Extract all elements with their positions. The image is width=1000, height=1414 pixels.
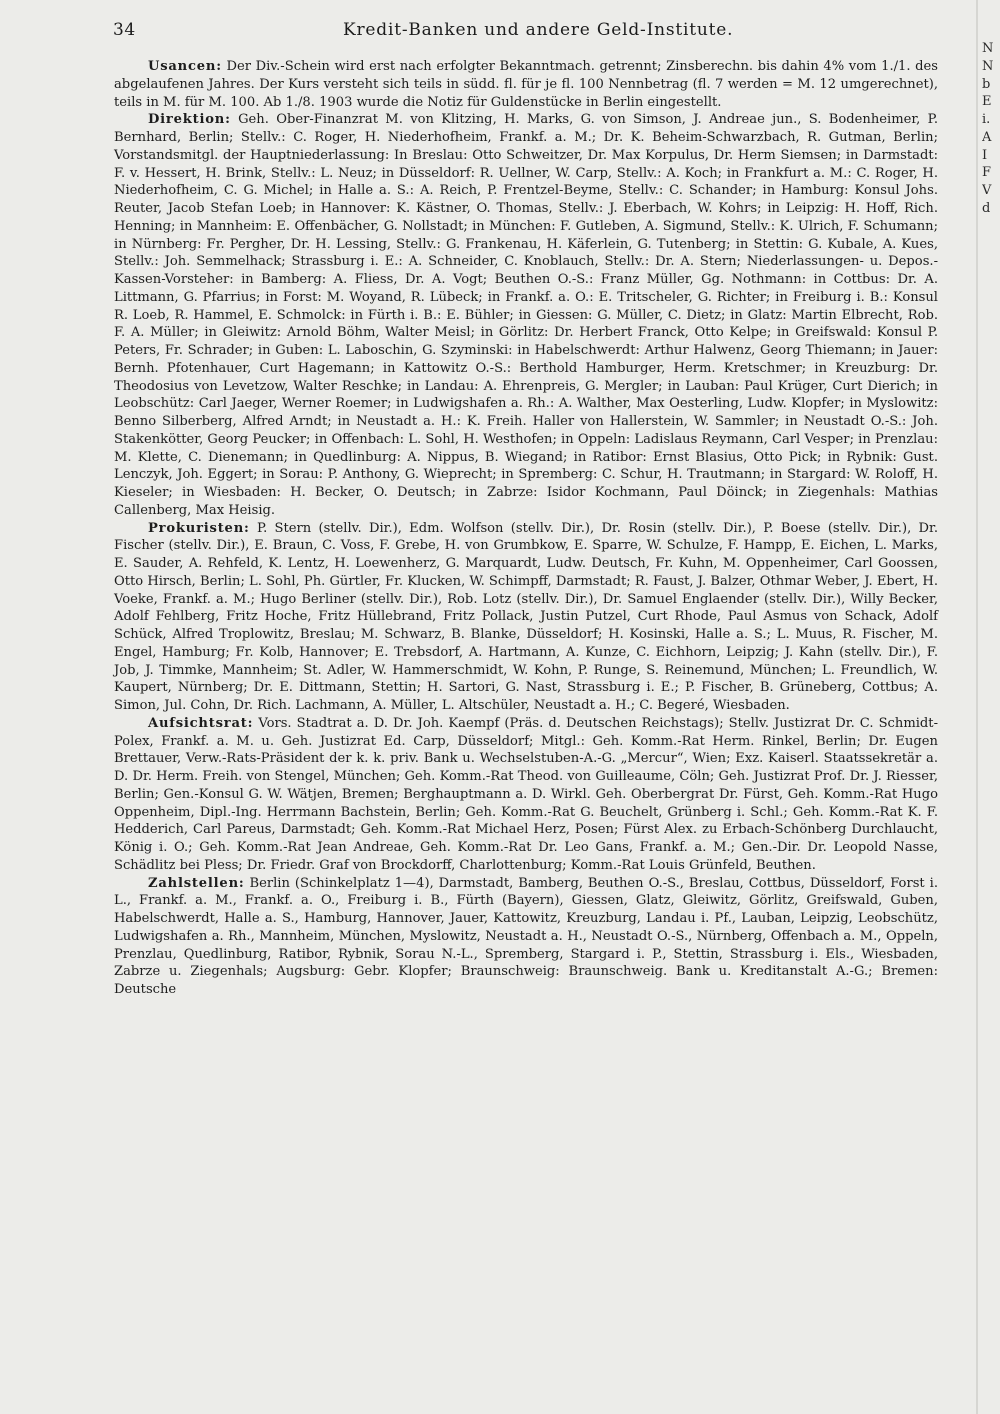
- section-label: Prokuristen:: [148, 520, 250, 536]
- section-zahlstellen: [114, 875, 938, 999]
- section-text: P. Stern (stellv. Dir.), Edm. Wolfson (stellv. Dir.), Dr. Rosin (stellv. Dir.), P. Boese (stellv. Dir.), Dr. Fischer (stellv. Dir.), E. Braun, C. Voss, F. Grebe, H. von Grumbkow, E. Sparre, W. Schulze, F. Hampp, E. Eichen, L. Marks, E. Sauder, A. Rehfeld, K. Lentz, H. Loewenherz, G. Marquardt, Ludw. Deutsch, Fr. Kuhn, M. Oppenheimer, Carl Goossen, Otto Hirsch, Berlin; L. Sohl, Ph. Gürtler, Fr. Klucken, W. Schimpff, Darmstadt; R. Faust, J. Balzer, Othmar Weber, J. Ebert, H. Voeke, Frankf. a. M.; Hugo Berliner (stellv. Dir.), Rob. Lotz (stellv. Dir.), Dr. Samuel Englaender (stellv. Dir.), Willy Becker, Adolf Fehlberg, Fritz Hoche, Fritz Hüllebrand, Fritz Pollack, Justin Putzel, Curt Rhode, Paul Asmus von Schack, Adolf Schück, Alfred Troplowitz, Breslau; M. Schwarz, B. Blanke, Düsseldorf; H. Kosinski, Halle a. S.; L. Muus, R. Fischer, M. Engel, Hamburg; Fr. Kolb, Hannover; E. Trebsdorf, A. Hartmann, A. Kunze, C. Eichhorn, Leipzig; J. Kahn (stellv. Dir.), F. Job, J. Timmke, Mannheim; St. Adler, W. Hammerschmidt, W. Kohn, P. Runge, S. Reinemund, München; L. Freundlich, W. Kaupert, Nürnberg; Dr. E. Dittmann, Stettin; H. Sartori, G. Nast, Strassburg i. E.; P. Fischer, B. Grüneberg, Cottbus; A. Simon, Jul. Cohn, Dr. Rich. Lachmann, A. Müller, L. Altschüler, Neustadt a. H.; C. Begeré, Wiesbaden.: [114, 520, 938, 713]
- edge-fragment-text: E: [982, 94, 992, 110]
- edge-fragment-text: V: [982, 183, 992, 198]
- edge-fragment-text: I: [982, 147, 988, 163]
- page-number: 34: [113, 20, 136, 40]
- body-text: [114, 58, 938, 999]
- edge-fragment-text: i.: [982, 112, 991, 127]
- edge-fragment-text: d: [982, 200, 991, 216]
- edge-fragment-text: b: [982, 76, 991, 92]
- section-text: Geh. Ober-Finanzrat M. von Klitzing, H. Marks, G. von Simson, J. Andreae jun., S. Bodenheimer, P. Bernhard, Berlin; Stellv.: C. Roger, H. Niederhofheim, Frankf. a. M.; Dr. K. Beheim-Schwarzbach, R. Gutman, Berlin; Vorstandsmitgl. der Hauptniederlassung: In Breslau: Otto Schweitzer, Dr. Max Korpulus, Dr. Herm Siemsen; in Darmstadt: F. v. Hessert, H. Brink, Stellv.: L. Neuz; in Düsseldorf: R. Uellner, W. Carp, Stellv.: A. Koch; in Frankfurt a. M.: C. Roger, H. Niederhofheim, C. G. Michel; in Halle a. S.: A. Reich, P. Frentzel-Beyme, Stellv.: C. Schander; in Hamburg: Konsul Johs. Reuter, Jacob Stefan Loeb; in Hannover: K. Kästner, O. Thomas, Stellv.: J. Eberbach, W. Kohrs; in Leipzig: H. Hoff, Rich. Henning; in Mannheim: E. Offenbächer, G. Nollstadt; in München: F. Gutleben, A. Sigmund, Stellv.: K. Ulrich, F. Schumann; in Nürnberg: Fr. Pergher, Dr. H. Lessing, Stellv.: G. Frankenau, H. Käferlein, G. Tutenberg; in Stettin: G. Kubale, A. Kues, Stellv.: Joh. Semmelhack; Strassburg i. E.: A. Schneider, C. Knoblauch, Stellv.: Dr. A. Stern; Niederlassungen- u. Depos.-Kassen-Vorsteher: in Bamberg: A. Fliess, Dr. A. Vogt; Beuthen O.-S.: Franz Müller, Gg. Nothmann: in Cottbus: Dr. A. Littmann, G. Pfarrius; in Forst: M. Woyand, R. Lübeck; in Frankf. a. O.: E. Tritscheler, G. Richter; in Freiburg i. B.: Konsul R. Loeb, R. Hammel, E. Schmolck: in Fürth i. B.: E. Bühler; in Giessen: G. Müller, C. Dietz; in Glatz: Martin Elbrecht, Rob. F. A. Müller; in Gleiwitz: Arnold Böhm, Walter Meisl; in Görlitz: Dr. Herbert Franck, Otto Kelpe; in Greifswald: Konsul P. Peters, Fr. Schrader; in Guben: L. Laboschin, G. Szyminski: in Habelschwerdt: Arthur Halwenz, Georg Thiemann; in Jauer: Bernh. Pfotenhauer, Curt Hagemann; in Kattowitz O.-S.: Berthold Hamburger, Herm. Kretschmer; in Kreuzburg: Dr. Theodosius von Levetzow, Walter Reschke; in Landau: A. Ehrenpreis, G. Mergler; in Lauban: Paul Krüger, Curt Dierich; in Leobschütz: Carl Jaeger, Werner Roemer; in Ludwigshafen a. Rh.: A. Walther, Max Oesterling, Ludw. Klopfer; in Myslowitz: Benno Silberberg, Alfred Arndt; in Neustadt a. H.: K. Freih. Haller von Hallerstein, W. Sammler; in Neustadt O.-S.: Joh. Stakenkötter, Georg Peucker; in Offenbach: L. Sohl, H. Westhofen; in Oppeln: Ladislaus Reymann, Carl Vesper; in Prenzlau: M. Klette, C. Dienemann; in Quedlinburg: A. Nippus, B. Wiegand; in Ratibor: Ernst Blasius, Otto Pick; in Rybnik: Gust. Lenczyk, Joh. Eggert; in Sorau: P. Anthony, G. Wieprecht; in Spremberg: C. Schur, H. Trautmann; in Stargard: W. Roloff, H. Kieseler; in Wiesbaden: H. Becker, O. Deutsch; in Zabrze: Isidor Kochmann, Paul Döinck; in Ziegenhals: Mathias Callenberg, Max Heisig.: [114, 112, 938, 518]
- edge-fragment-text: F: [982, 165, 992, 181]
- section-direktion: [114, 111, 938, 519]
- section-label: Usancen:: [148, 59, 222, 74]
- section-aufsichtsrat: [114, 715, 938, 875]
- adjacent-page-fragment: [982, 40, 1000, 1414]
- running-header: [113, 20, 938, 44]
- running-title: Kredit-Banken und andere Geld-Institute.: [343, 20, 734, 40]
- section-prokuristen: [114, 520, 938, 715]
- edge-fragment-text: N: [982, 58, 994, 74]
- section-text: Der Div.-Schein wird erst nach erfolgter Bekanntmach. getrennt; Zinsberechn. bis dahin 4% vom 1./1. des abgelaufenen Jahres. Der Kurs versteht sich teils in südd. fl. für je fl. 100 Nennbetrag (fl. 7 werden = M. 12 umgerechnet), teils in M. für M. 100. Ab 1./8. 1903 wurde die Notiz für Guldenstücke in Berlin eingestellt.: [114, 59, 938, 110]
- page-edge-shadow: [976, 0, 978, 1414]
- section-label: Zahlstellen:: [148, 875, 245, 891]
- section-text: Vors. Stadtrat a. D. Dr. Joh. Kaempf (Präs. d. Deutschen Reichstags); Stellv. Justizrat Dr. C. Schmidt-Polex, Frankf. a. M. u. Geh. Justizrat Ed. Carp, Düsseldorf; Mitgl.: Geh. Komm.-Rat Herm. Rinkel, Berlin; Dr. Eugen Brettauer, Verw.-Rats-Präsident der k. k. priv. Bank u. Wechselstuben-A.-G. „Mercur“, Wien; Exz. Kaiserl. Staatssekretär a. D. Dr. Herm. Freih. von Stengel, München; Geh. Komm.-Rat Theod. von Guilleaume, Cöln; Geh. Justizrat Prof. Dr. J. Riesser, Berlin; Gen.-Konsul G. W. Wätjen, Bremen; Berghauptmann a. D. Wirkl. Geh. Oberbergrat Dr. Fürst, Geh. Komm.-Rat Hugo Oppenheim, Dipl.-Ing. Herrmann Bachstein, Berlin; Geh. Komm.-Rat G. Beuchelt, Grünberg i. Schl.; Geh. Komm.-Rat K. F. Hedderich, Carl Pareus, Darmstadt; Geh. Komm.-Rat Michael Herz, Posen; Fürst Alex. zu Erbach-Schönberg Durchlaucht, König i. O.; Geh. Komm.-Rat Jean Andreae, Geh. Komm.-Rat Dr. Leo Gans, Frankf. a. M.; Gen.-Dir. Dr. Leopold Nasse, Schädlitz bei Pless; Dr. Friedr. Graf von Brockdorff, Charlottenburg; Komm.-Rat Louis Grünfeld, Beuthen.: [114, 715, 938, 873]
- section-label: Direktion:: [148, 112, 231, 128]
- section-text: Berlin (Schinkelplatz 1—4), Darmstadt, Bamberg, Beuthen O.-S., Breslau, Cottbus, Düsseldorf, Forst i. L., Frankf. a. M., Frankf. a. O., Freiburg i. B., Fürth (Bayern), Giessen, Glatz, Gleiwitz, Görlitz, Greifswald, Guben, Habelschwerdt, Halle a. S., Hamburg, Hannover, Jauer, Kattowitz, Kreuzburg, Landau i. Pf., Lauban, Leipzig, Leobschütz, Ludwigshafen a. Rh., Mannheim, München, Myslowitz, Neustadt a. H., Neustadt O.-S., Nürnberg, Offenbach a. M., Oppeln, Prenzlau, Quedlinburg, Ratibor, Rybnik, Sorau N.-L., Spremberg, Stargard i. P., Stettin, Strassburg i. Els., Wiesbaden, Zabrze u. Ziegenhals; Augsburg: Gebr. Klopfer; Braunschweig: Braunschweig. Bank u. Kreditanstalt A.-G.; Bremen: Deutsche: [114, 875, 938, 997]
- section-label: Aufsichtsrat:: [148, 715, 254, 731]
- section-usancen: [114, 58, 938, 111]
- edge-fragment-text: N: [982, 41, 994, 56]
- edge-fragment-text: A: [982, 129, 992, 145]
